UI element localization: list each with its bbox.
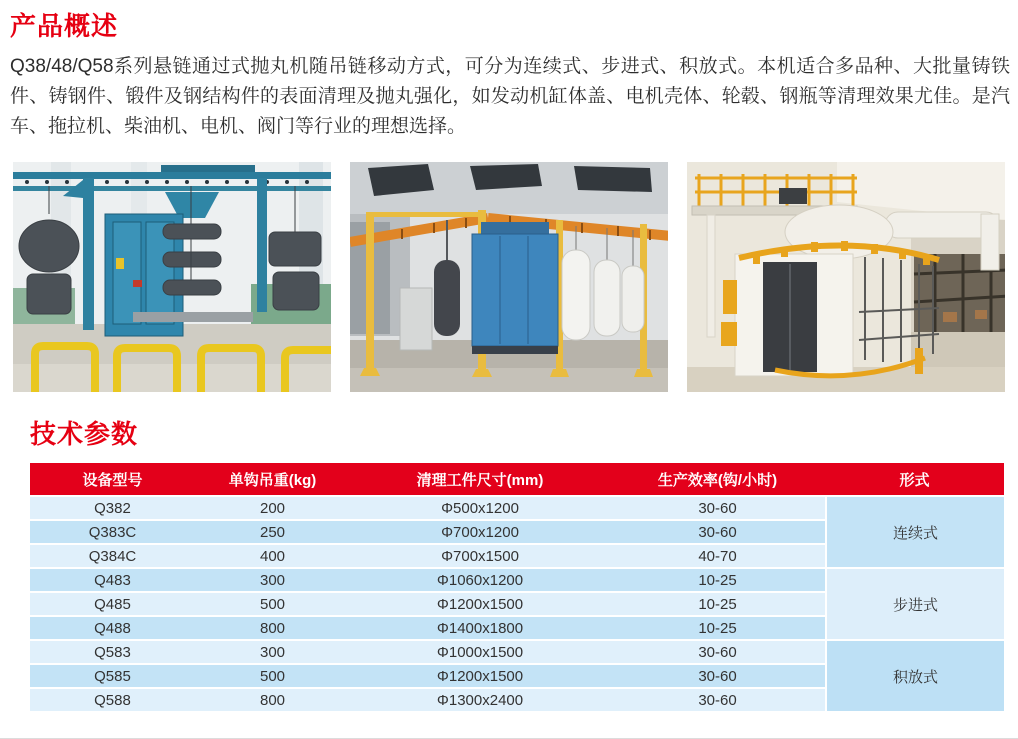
- header-model: 设备型号: [30, 463, 195, 497]
- model-cell: Q384C: [30, 545, 195, 569]
- workpiece-size-cell: Φ1200x1500: [350, 593, 610, 617]
- efficiency-cell: 30-60: [610, 641, 825, 665]
- product-photo-strip: [13, 162, 1005, 392]
- header-hook-load: 单钩吊重(kg): [195, 463, 350, 497]
- model-cell: Q485: [30, 593, 195, 617]
- hook-load-cell: 250: [195, 521, 350, 545]
- hook-load-cell: 800: [195, 689, 350, 713]
- efficiency-cell: 30-60: [610, 521, 825, 545]
- model-cell: Q383C: [30, 521, 195, 545]
- header-efficiency: 生产效率(钩/小时): [610, 463, 825, 497]
- model-cell: Q588: [30, 689, 195, 713]
- workpiece-size-cell: Φ1300x2400: [350, 689, 610, 713]
- model-cell: Q583: [30, 641, 195, 665]
- efficiency-cell: 40-70: [610, 545, 825, 569]
- form-cell-stepping: 步进式: [825, 569, 1004, 641]
- model-cell: Q488: [30, 617, 195, 641]
- table-row: [30, 497, 1004, 521]
- product-overview-paragraph: Q38/48/Q58系列悬链通过式抛丸机随吊链移动方式，可分为连续式、步进式、积放式。本机适合多品种、大批量铸铁件、铸钢件、锻件及钢结构件的表面清理及抛丸强化，如发动机缸体盖、电机壳体、轮毂、钢瓶等清理效果尤佳。是汽车、拖拉机、柴油机、电机、阀门等行业的理想选择。: [10, 56, 1010, 137]
- model-cell: Q585: [30, 665, 195, 689]
- workpiece-size-cell: Φ500x1200: [350, 497, 610, 521]
- efficiency-cell: 30-60: [610, 665, 825, 689]
- efficiency-cell: 30-60: [610, 689, 825, 713]
- hook-load-cell: 300: [195, 569, 350, 593]
- efficiency-cell: 10-25: [610, 593, 825, 617]
- hook-load-cell: 300: [195, 641, 350, 665]
- model-cell: Q483: [30, 569, 195, 593]
- efficiency-cell: 10-25: [610, 617, 825, 641]
- blast-room-photo-illustration: [687, 162, 1005, 392]
- hanging-conveyor-photo-illustration: [350, 162, 668, 392]
- form-cell-accumulating: 积放式: [825, 641, 1004, 713]
- hook-load-cell: 800: [195, 617, 350, 641]
- workpiece-size-cell: Φ1000x1500: [350, 641, 610, 665]
- technical-parameters-title: 技术参数: [30, 419, 139, 449]
- product-photo-1: [13, 162, 331, 392]
- header-form: 形式: [825, 463, 1004, 497]
- workpiece-size-cell: Φ1060x1200: [350, 569, 610, 593]
- product-photo-3: [687, 162, 1005, 392]
- catalog-page: [0, 6, 1018, 739]
- form-cell-continuous: 连续式: [825, 497, 1004, 569]
- hook-load-cell: 500: [195, 665, 350, 689]
- header-workpiece-size: 清理工件尺寸(mm): [350, 463, 610, 497]
- hook-load-cell: 200: [195, 497, 350, 521]
- model-cell: Q382: [30, 497, 195, 521]
- table-header-row: [30, 463, 1004, 497]
- hook-load-cell: 500: [195, 593, 350, 617]
- table-row: [30, 641, 1004, 665]
- shot-blast-machine-photo-illustration: [13, 162, 331, 392]
- efficiency-cell: 10-25: [610, 569, 825, 593]
- product-overview-title: 产品概述: [10, 11, 119, 41]
- hook-load-cell: 400: [195, 545, 350, 569]
- table-row: [30, 569, 1004, 593]
- efficiency-cell: 30-60: [610, 497, 825, 521]
- workpiece-size-cell: Φ700x1500: [350, 545, 610, 569]
- workpiece-size-cell: Φ700x1200: [350, 521, 610, 545]
- workpiece-size-cell: Φ1200x1500: [350, 665, 610, 689]
- workpiece-size-cell: Φ1400x1800: [350, 617, 610, 641]
- product-photo-2: [350, 162, 668, 392]
- technical-parameters-table: [30, 463, 1004, 713]
